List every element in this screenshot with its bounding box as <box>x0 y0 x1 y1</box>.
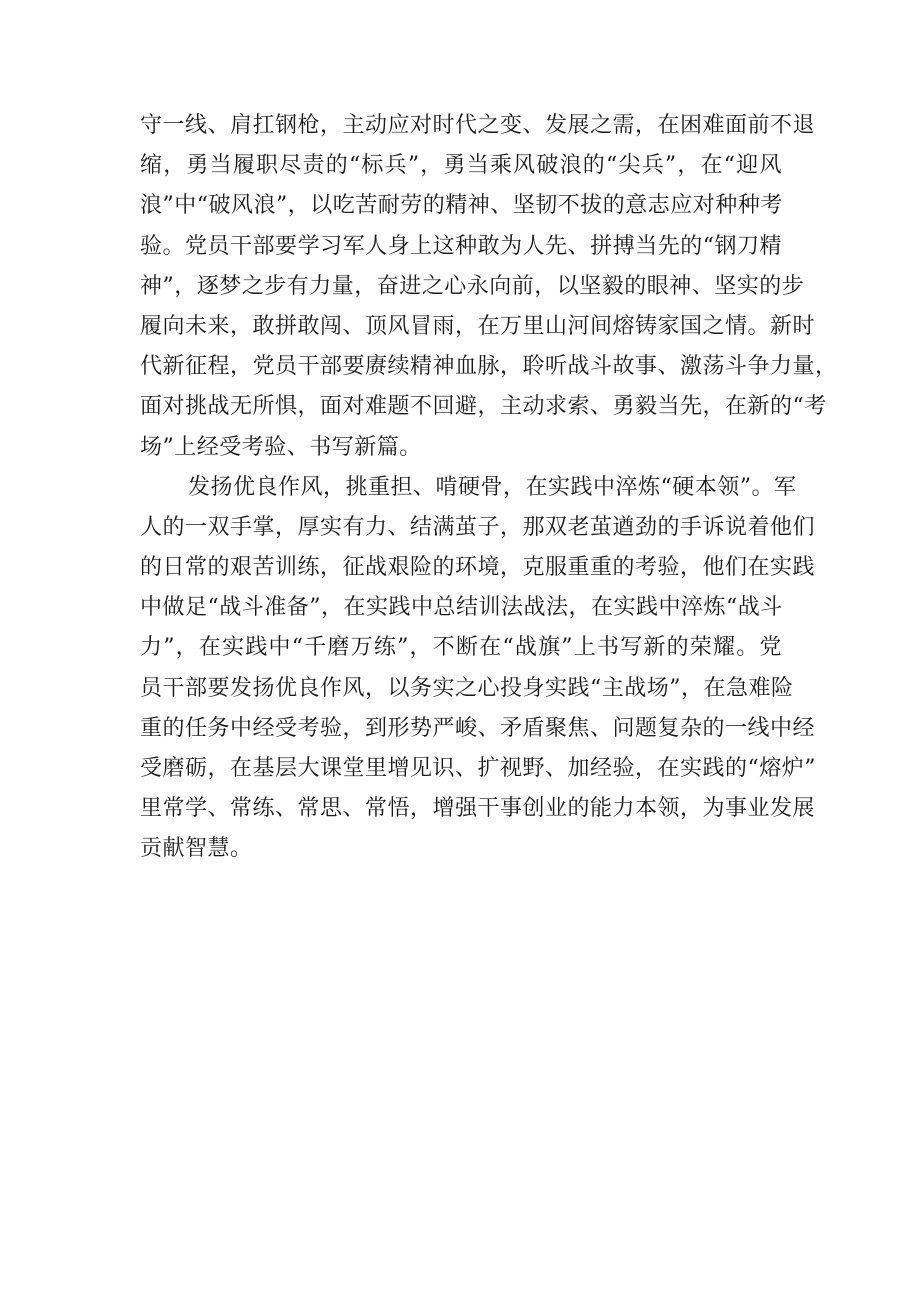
text-line: 神”，逐梦之步有力量，奋进之心永向前，以坚毅的眼神、坚实的步 <box>140 273 805 299</box>
paragraph-2 <box>140 468 816 870</box>
text-line: 受磨砺，在基层大课堂里增见识、扩视野、加经验，在实践的“熔炉” <box>140 756 816 781</box>
text-line: 代新征程，党员干部要赓续精神血脉，聆听战斗故事、激荡斗争力量， <box>140 354 838 380</box>
text-line: 中做足“战斗准备”，在实践中总结训法战法，在实践中淬炼“战斗 <box>140 595 783 621</box>
text-line: 验。党员干部要学习军人身上这种敢为人先、拼搏当先的“钢刀精 <box>140 233 782 259</box>
text-line: 的日常的艰苦训练，征战艰险的环境，克服重重的考验，他们在实践 <box>140 555 816 581</box>
text-line: 场”上经受考验、书写新篇。 <box>140 434 422 460</box>
text-line: 履向未来，敢拼敢闯、顶风冒雨，在万里山河间熔铸家国之情。新时 <box>140 313 816 339</box>
paragraph-1 <box>140 106 838 468</box>
text-line: 重的任务中经受考验，到形势严峻、矛盾聚焦、问题复杂的一线中经 <box>140 715 816 741</box>
text-line: 里常学、常练、常思、常悟，增强干事创业的能力本领，为事业发展 <box>140 796 816 822</box>
text-line: 守一线、肩扛钢枪，主动应对时代之变、发展之需，在困难面前不退 <box>140 113 816 138</box>
text-line: 缩，勇当履职尽责的“标兵”，勇当乘风破浪的“尖兵”，在“迎风 <box>140 153 782 179</box>
text-line: 力”，在实践中“千磨万练”，不断在“战旗”上书写新的荣耀。党 <box>140 635 782 661</box>
text-line: 人的一双手掌，厚实有力、结满茧子，那双老茧遒劲的手诉说着他们 <box>140 514 816 540</box>
text-line: 员干部要发扬优良作风，以务实之心投身实践“主战场”，在急难险 <box>140 675 794 701</box>
text-line: 贡献智慧。 <box>140 836 253 862</box>
text-line: 面对挑战无所惧，面对难题不回避，主动求索、勇毅当先，在新的“考 <box>140 394 827 420</box>
document-body <box>140 106 838 870</box>
text-line: 发扬优良作风，挑重担、啃硬骨，在实践中淬炼“硬本领”。军 <box>188 474 797 500</box>
text-line: 浪”中“破风浪”，以吃苦耐劳的精神、坚韧不拔的意志应对种种考 <box>140 193 783 219</box>
